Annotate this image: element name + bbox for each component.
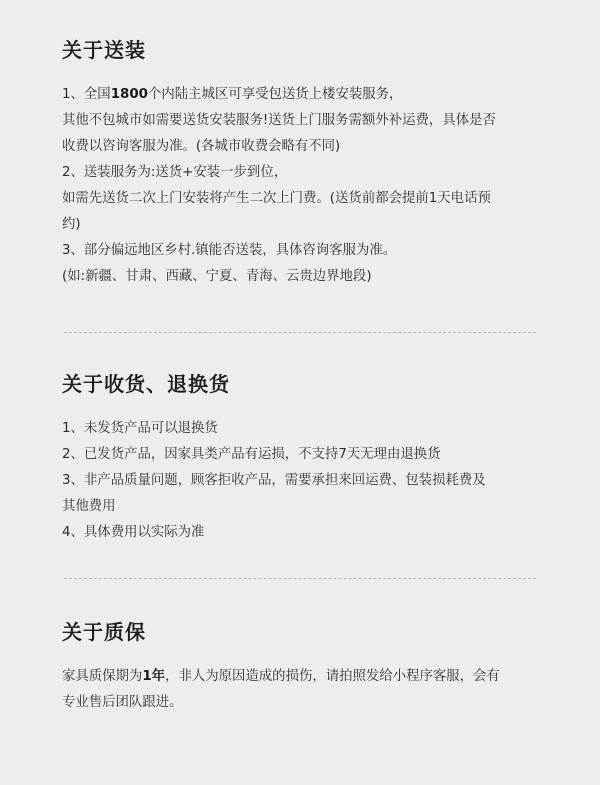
section-divider (64, 332, 536, 333)
warranty-line-1-suffix: ，非人为原因造成的损伤，请拍照发给小程序客服，会有 (165, 669, 500, 684)
section-divider (64, 578, 536, 579)
delivery-line: 2、送装服务为:送货+安装一步到位， (62, 165, 288, 180)
delivery-line: 收费以咨询客服为准。(各城市收费会略有不同) (62, 139, 341, 154)
warranty-body (62, 664, 552, 716)
delivery-line: 其他不包城市如需要送货安装服务!送货上门服务需额外补运费，具体是否 (62, 113, 496, 128)
returns-line: 2、已发货产品，因家具类产品有运损，不支持7天无理由退换货 (62, 447, 441, 462)
returns-line: 4、具体费用以实际为准 (62, 525, 205, 540)
delivery-title: 关于送装 (62, 38, 146, 62)
returns-title: 关于收货、退换货 (62, 372, 230, 396)
returns-line: 3、非产品质量问题，顾客拒收产品，需要承担来回运费、包装损耗费及 (62, 473, 486, 488)
delivery-line: 如需先送货二次上门安装将产生二次上门费。(送货前都会提前1天电话预 (62, 191, 491, 206)
returns-line: 1、未发货产品可以退换货 (62, 421, 218, 436)
delivery-line (62, 82, 552, 108)
returns-body (62, 416, 552, 546)
warranty-section (62, 620, 552, 716)
delivery-city-count: 1800 (110, 87, 148, 102)
warranty-period: 1年 (142, 669, 166, 684)
delivery-line: 约) (62, 217, 81, 232)
warranty-title: 关于质保 (62, 620, 146, 644)
delivery-section (62, 38, 552, 290)
delivery-line: 3、部分偏远地区乡村.镇能否送装，具体咨询客服为准。 (62, 243, 397, 258)
delivery-body (62, 82, 552, 290)
returns-section (62, 372, 552, 546)
delivery-line-1-prefix: 1、全国 (62, 87, 111, 102)
delivery-line-1-suffix: 个内陆主城区可享受包送货上楼安装服务， (147, 87, 403, 102)
warranty-line (62, 664, 552, 690)
warranty-line: 专业售后团队跟进。 (62, 695, 183, 710)
returns-line: 其他费用 (62, 499, 116, 514)
delivery-line: (如:新疆、甘肃、西藏、宁夏、青海、云贵边界地段) (62, 269, 372, 284)
warranty-line-1-prefix: 家具质保期为 (62, 669, 143, 684)
